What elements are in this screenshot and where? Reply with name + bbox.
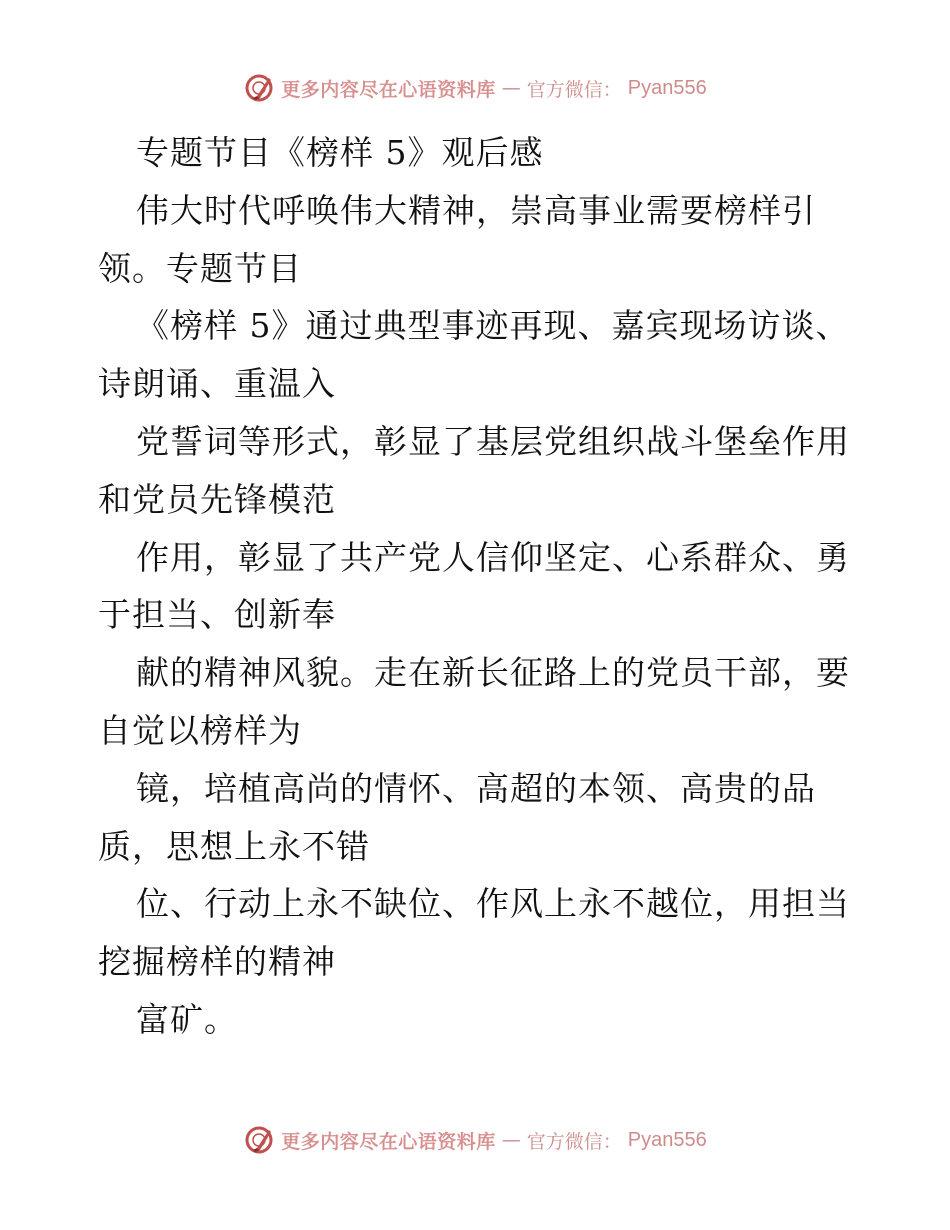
text-line: 《榜样 5》通过典型事迹再现、嘉宾现场访谈、 bbox=[136, 306, 850, 346]
watermark-site-text: 更多内容尽在心语资料库 bbox=[281, 78, 496, 101]
text-line: 富矿。 bbox=[136, 999, 238, 1039]
watermark-dash: — bbox=[501, 1129, 521, 1151]
text-line: 镜，培植高尚的情怀、高超的本领、高贵的品 bbox=[136, 768, 816, 808]
watermark-wechat-id: Pyan556 bbox=[627, 76, 707, 99]
text-line: 自觉以榜样为 bbox=[98, 710, 302, 750]
text-line: 质，思想上永不错 bbox=[98, 826, 370, 866]
header-watermark bbox=[0, 68, 950, 108]
text-line: 和党员先锋模范 bbox=[98, 479, 336, 519]
text-line: 于担当、创新奉 bbox=[98, 595, 336, 635]
watermark-content bbox=[243, 72, 707, 104]
watermark-wechat-label: 官方微信： bbox=[526, 78, 622, 101]
text-line: 献的精神风貌。走在新长征路上的党员干部，要 bbox=[136, 653, 850, 693]
text-line: 伟大时代呼唤伟大精神，崇高事业需要榜样引 bbox=[136, 190, 816, 230]
text-line: 位、行动上永不缺位、作风上永不越位，用担当 bbox=[136, 884, 850, 924]
text-line: 诗朗诵、重温入 bbox=[98, 364, 336, 404]
text-line: 领。专题节目 bbox=[98, 248, 302, 288]
watermark-wechat-label: 官方微信： bbox=[526, 1130, 622, 1153]
text-line: 挖掘榜样的精神 bbox=[98, 942, 336, 982]
watermark-dash: — bbox=[501, 77, 521, 99]
watermark-wechat-id: Pyan556 bbox=[627, 1128, 707, 1151]
pen-nib-circle-icon bbox=[243, 72, 275, 104]
text-line: 作用，彰显了共产党人信仰坚定、心系群众、勇 bbox=[136, 537, 850, 577]
watermark-site-text: 更多内容尽在心语资料库 bbox=[281, 1130, 496, 1153]
document-title: 专题节目《榜样 5》观后感 bbox=[136, 133, 544, 172]
text-line: 党誓词等形式，彰显了基层党组织战斗堡垒作用 bbox=[136, 421, 850, 461]
pen-nib-circle-icon bbox=[243, 1124, 275, 1156]
document-body bbox=[98, 124, 858, 1049]
footer-watermark bbox=[0, 1120, 950, 1160]
watermark-content bbox=[243, 1124, 707, 1156]
